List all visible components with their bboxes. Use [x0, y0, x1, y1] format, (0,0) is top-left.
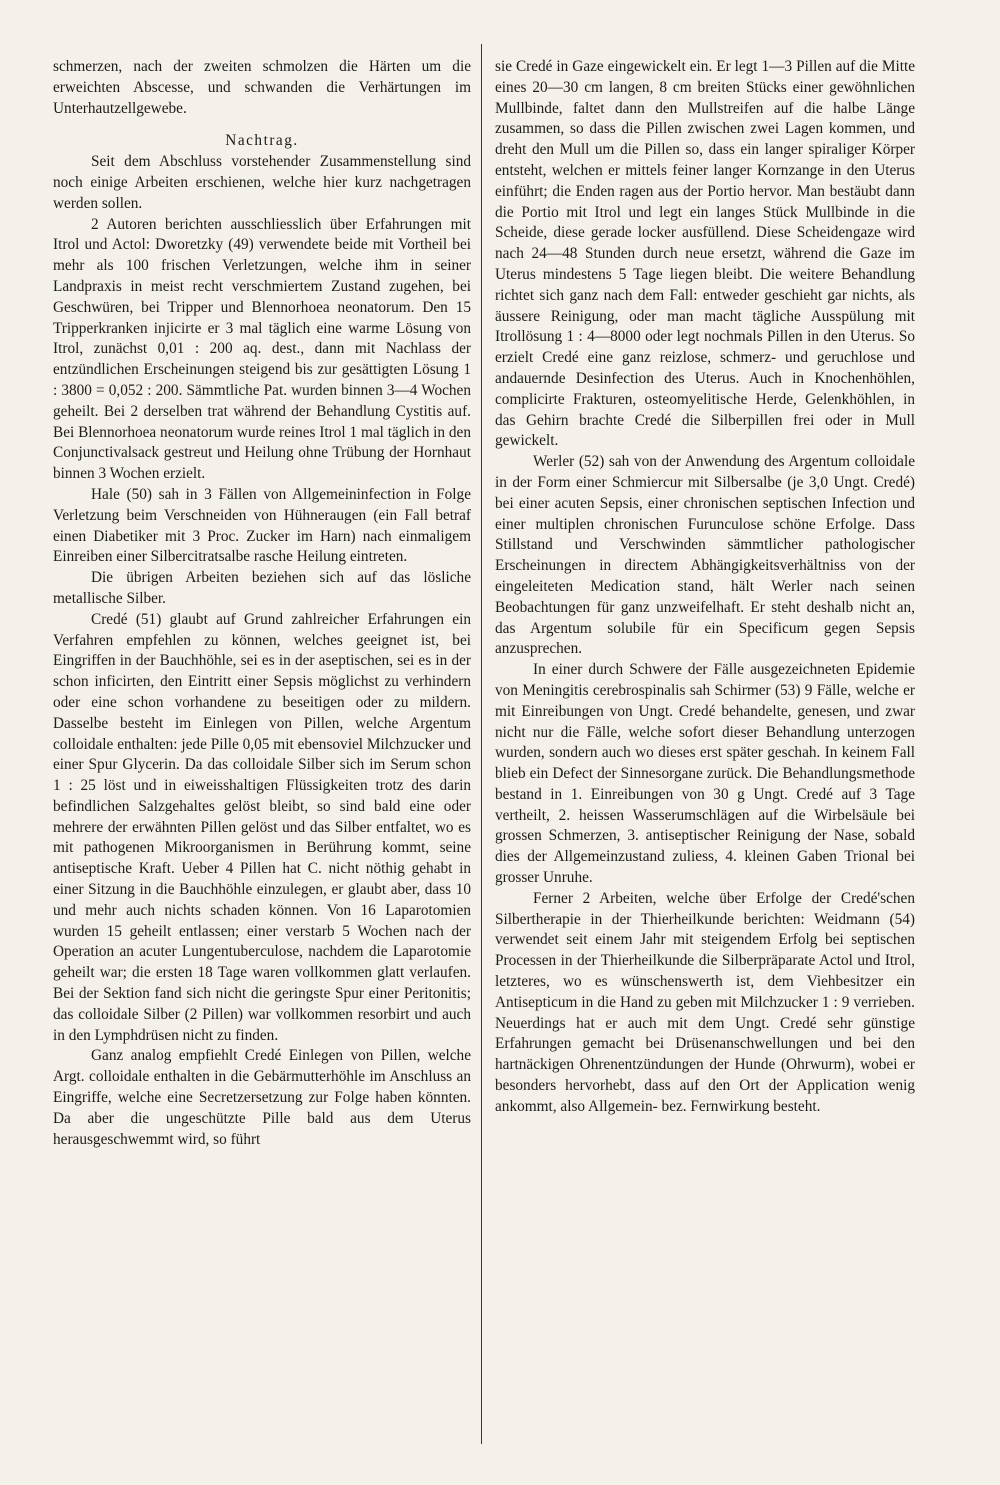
paragraph: Ferner 2 Arbeiten, welche über Erfolge der Credé'schen Silbertherapie in der Thierheilkunde berichten: Weidmann (54) verwendet seit einem Jahr mit steigendem Erfolg bei septischen Processen in der Thierheilkunde die Silberpräparate Actol und Itrol, letzteres, wo es wünschenswerth ist, dem Viehbesitzer ein Antisepticum in die Hand zu geben mit Milchzucker 1 : 9 verrieben. Neuerdings hat er auch mit dem Ungt. Credé sehr günstige Erfahrungen gemacht bei Drüsenanschwellungen und bei den hartnäckigen Ohrenentzündungen der Hunde (Ohrwurm), wobei er besonders hervorhebt, dass auf den Ort der Application wenig ankommt, also Allgemein- bez. Fernwirkung besteht. [495, 889, 915, 1115]
left-column [53, 57, 471, 1150]
paragraph: Seit dem Abschluss vorstehender Zusammenstellung sind noch einige Arbeiten erschienen, welche hier kurz nachgetragen werden sollen. [53, 153, 471, 212]
paragraph: Ganz analog empfiehlt Credé Einlegen von Pillen, welche Argt. colloidale enthalten in die Gebärmutterhöhle im Anschluss an Eingriffe, welche eine Secretzersetzung zur Folge haben könnten. Da aber die ungeschützte Pille bald aus dem Uterus herausgeschwemmt wird, so führt [53, 1047, 471, 1148]
paragraph: In einer durch Schwere der Fälle ausgezeichneten Epidemie von Meningitis cerebrospinalis sah Schirmer (53) 9 Fälle, welche er mit Einreibungen von Ungt. Credé behandelte, genesen, und zwar nicht nur die Fälle, welche sofort dieser Behandlung unterzogen wurden, sondern auch wo dieses erst später geschah. In keinem Fall blieb ein Defect der Sinnesorgane zurück. Die Behandlungsmethode bestand in 1. Einreibungen von 30 g Ungt. Credé auf 3 Tage vertheilt, 2. heissen Wasserumschlägen auf die Wirbelsäule bei grossen Schmerzen, 3. antiseptischer Reinigung der Nase, sobald dies der Allgemeinzustand zuliess, 4. kleinen Gaben Trional bei grosser Unruhe. [495, 661, 915, 887]
paragraph: schmerzen, nach der zweiten schmolzen die Härten um die erweichten Abscesse, und schwanden die Verhärtungen im Unterhautzellgewebe. [53, 58, 471, 117]
paragraph: sie Credé in Gaze eingewickelt ein. Er legt 1—3 Pillen auf die Mitte eines 20—30 cm langen, 8 cm breiten Stücks einer gewöhnlichen Mullbinde, faltet dann den Mullstreifen auf die halbe Länge zusammen, so dass die Pillen zwischen zwei Lagen kommen, und dreht den Mull um die Pillen so, dass ein langer spiraliger Körper entsteht, welchen er mittels feiner langer Kornzange in den Uterus einführt; die Enden ragen aus der Portio hervor. Man bestäubt dann die Portio mit Itrol und legt ein langes Stück Mullbinde in die Scheide, diese gerade locker ausfüllend. Diese Scheidengaze wird nach 24—48 Stunden durch neue ersetzt, während die Gaze im Uterus mindestens 5 Tage liegen bleibt. Die weitere Behandlung richtet sich ganz nach dem Fall: entweder geschieht gar nichts, als äussere Reinigung, oder man macht tägliche Ausspülung mit Itrollösung 1 : 4—8000 oder legt nochmals Pillen in den Uterus. So erzielt Credé eine ganz reizlose, schmerz- und geruchlose und andauernde Desinfection des Uterus. Auch in Knochenhöhlen, complicirte Frakturen, osteomyelitische Herde, Gelenkhöhlen, in das Gehirn brachte Credé die Silberpillen frei oder in Mull gewickelt. [495, 58, 915, 450]
paragraph: Hale (50) sah in 3 Fällen von Allgemeininfection in Folge Verletzung beim Verschneiden von Hühneraugen (ein Fall betraf einen Diabetiker mit 3 Proc. Zucker im Harn) nach einmaligem Einreiben einer Silbercitratsalbe rasche Heilung eintreten. [53, 485, 471, 566]
column-divider [481, 44, 482, 1444]
section-heading: Nachtrag. [225, 132, 299, 150]
paragraph: Credé (51) glaubt auf Grund zahlreicher Erfahrungen ein Verfahren empfehlen zu können, welches geeignet ist, bei Eingriffen in der Bauchhöhle, sei es in der aseptischen, sei es in der schon inficirten, den Eintritt einer Sepsis möglichst zu verhindern oder eine schon vorhandene zu beseitigen oder zu mildern. Dasselbe besteht im Einlegen von Pillen, welche Argentum colloidale enthalten: jede Pille 0,05 mit ebensoviel Milchzucker und einer Spur Glycerin. Da das colloidale Silber sich im Serum schon 1 : 25 löst und in eiweisshaltigen Flüssigkeiten trotz des darin befindlichen Salzgehaltes gelöst bleibt, so sind bald eine oder mehrere der erwähnten Pillen gelöst und das Silber entfaltet, wo es mit pathogenen Mikroorganismen in Berührung kommt, seine antiseptische Kraft. Ueber 4 Pillen hat C. nicht nöthig gehabt in einer Sitzung in die Bauchhöhle einzulegen, er glaubt aber, dass 10 und mehr auch nichts schaden können. Von 16 Laparotomien wurden 15 geheilt entlassen; einer verstarb 5 Wochen nach der Operation an acuter Lungentuberculose, nachdem die Laparotomie geheilt war; die ersten 18 Tage waren vollkommen glatt verlaufen. Bei der Sektion fand sich nicht die geringste Spur einer Peritonitis; das colloidale Silber (2 Pillen) war vollkommen resorbirt und auch in den Lymphdrüsen nicht zu finden. [53, 610, 471, 1044]
right-column [495, 57, 915, 1118]
paragraph: Die übrigen Arbeiten beziehen sich auf das lösliche metallische Silber. [53, 569, 471, 607]
paragraph: Werler (52) sah von der Anwendung des Argentum colloidale in der Form einer Schmiercur mit Silbersalbe (je 3,0 Ungt. Credé) bei einer acuten Sepsis, einer chronischen septischen Infection und einer multiplen chronischen Furunculose schöne Erfolge. Dass Stillstand und Verschwinden sämmtlicher pathologischer Erscheinungen in directem Abhängigkeitsverhältniss von der eingeleiteten Medication stand, hält Werler nach seinen Beobachtungen für ganz unzweifelhaft. Er steht deshalb nicht an, das Argentum solubile für ein Specificum gegen Sepsis anzusprechen. [495, 453, 915, 658]
paragraph: 2 Autoren berichten ausschliesslich über Erfahrungen mit Itrol und Actol: Dworetzky (49) verwendete beide mit Vortheil bei mehr als 100 frischen Verletzungen, welche ihm in seiner Landpraxis in meist recht verschmiertem Zustand zugehen, bei Geschwüren, bei Tripper und Blennorhoea neonatorum. Den 15 Tripperkranken injicirte er 3 mal täglich eine warme Lösung von Itrol, zunächst 0,01 : 200 aq. dest., dann mit Nachlass der entzündlichen Erscheinungen steigend bis zur gesättigten Lösung 1 : 3800 = 0,052 : 200. Sämmtliche Pat. wurden binnen 3—4 Wochen geheilt. Bei 2 derselben trat während der Behandlung Cystitis auf. Bei Blennorhoea neonatorum wurde reines Itrol 1 mal täglich in den Conjunctivalsack gestreut und Heilung ohne Trübung der Hornhaut binnen 3 Wochen erzielt. [53, 215, 471, 483]
